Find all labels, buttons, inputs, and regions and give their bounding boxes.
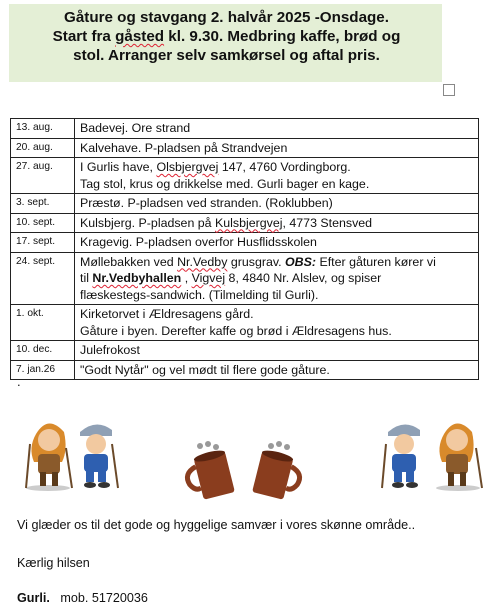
date-cell: 27. aug. xyxy=(11,158,75,194)
hikers-clipart-icon xyxy=(18,414,130,492)
schedule-table xyxy=(10,118,479,380)
spellcheck-word: gåsted xyxy=(115,28,165,45)
header-line-3: stol. Arranger selv samkørsel og aftal pris. xyxy=(73,47,380,64)
header-line-1: Gåture og stavgang 2. halvår 2025 -Onsdage. xyxy=(64,9,389,26)
table-row xyxy=(11,194,479,214)
announcement-header xyxy=(9,4,442,82)
layout-handle[interactable] xyxy=(443,84,455,96)
table-row xyxy=(11,158,479,194)
table-row xyxy=(11,233,479,253)
spellcheck-word: Kulsbjergvej xyxy=(215,215,283,230)
signature-line xyxy=(17,591,148,605)
location-cell: Møllebakken ved Nr.Vedby grusgrav. OBS: Efter gåturen kører vi til Nr.Vedbyhallen , Vigvej 8, 4840 Nr. Alslev, og spiser flæskestegs-sandwich. (Tilmelding til Gurli). xyxy=(75,252,479,305)
table-row xyxy=(11,252,479,305)
location-cell: Kragevig. P-pladsen overfor Husflidsskolen xyxy=(75,233,479,253)
date-cell: 17. sept. xyxy=(11,233,75,253)
coffee-mugs-icon xyxy=(176,440,311,502)
author-name: Gurli. xyxy=(17,591,50,605)
date-cell: 20. aug. xyxy=(11,138,75,158)
location-cell: Kirketorvet i Ældresagens gård. Gåture i byen. Derefter kaffe og brød i Ældresagens hus. xyxy=(75,305,479,341)
table-row xyxy=(11,305,479,341)
spellcheck-word: Vigvej xyxy=(191,271,226,285)
spellcheck-word: Olsbjergvej xyxy=(156,160,219,174)
location-cell: Kalvehave. P-pladsen på Strandvejen xyxy=(75,138,479,158)
hikers-clipart-icon xyxy=(378,414,490,492)
table-row xyxy=(11,341,479,361)
date-cell: 10. dec. xyxy=(11,341,75,361)
date-cell: 3. sept. xyxy=(11,194,75,214)
table-row xyxy=(11,360,479,380)
header-line-2: Start fra gåsted kl. 9.30. Medbring kaffe, brød og xyxy=(52,28,401,45)
spellcheck-word: Nr.Vedby xyxy=(177,254,228,269)
location-cell: Præstø. P-pladsen ved stranden. (Roklubben) xyxy=(75,194,479,214)
table-row xyxy=(11,119,479,139)
date-cell: 24. sept. xyxy=(11,252,75,305)
location-cell: I Gurlis have, Olsbjergvej 147, 4760 Vordingborg. Tag stol, krus og drikkelse med. Gurli bager en kage. xyxy=(75,158,479,194)
closing-message: Vi glæder os til det gode og hyggelige samvær i vores skønne område.. xyxy=(17,518,416,532)
date-cell: 10. sept. xyxy=(11,213,75,233)
date-cell: 13. aug. xyxy=(11,119,75,139)
table-row xyxy=(11,213,479,233)
location-cell: Kulsbjerg. P-pladsen på Kulsbjergvej, 4773 Stensved xyxy=(75,213,479,233)
stray-dot: . xyxy=(17,374,21,389)
phone-number: mob. 51720036 xyxy=(60,591,148,605)
location-cell: "Godt Nytår" og vel mødt til flere gode gåture. xyxy=(75,360,479,380)
spellcheck-word: Nr.Vedbyhallen xyxy=(92,271,182,285)
date-cell: 7. jan.26 xyxy=(11,360,75,380)
greeting: Kærlig hilsen xyxy=(17,556,90,570)
table-row xyxy=(11,138,479,158)
location-cell: Badevej. Ore strand xyxy=(75,119,479,139)
location-cell: Julefrokost xyxy=(75,341,479,361)
date-cell: 1. okt. xyxy=(11,305,75,341)
